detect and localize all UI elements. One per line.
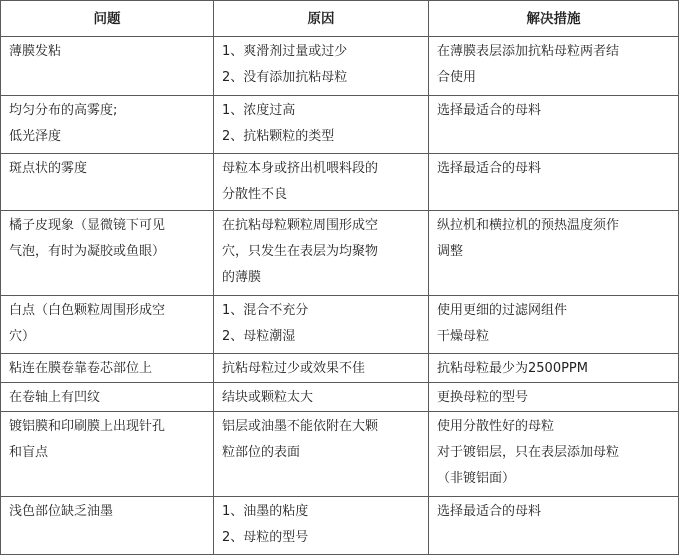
cell-solution [429,96,679,154]
cell-line: 1、油墨的粘度 [222,504,309,519]
cell-line: 纵拉机和横拉机的预热温度须作 [437,218,620,233]
cell-cause [214,354,429,383]
cell-line: 选择最适合的母料 [437,103,542,118]
cell-cause [214,154,429,211]
cell-line: 低光泽度 [9,129,62,144]
cell-solution [429,497,679,555]
cell-problem [1,412,214,497]
cell-line: 抗粘母粒最少为2500PPM [437,361,588,376]
cell-solution [429,296,679,354]
cell-line: 母粒本身或挤出机喂料段的 [222,161,379,176]
cell-problem [1,497,214,555]
cell-line: 更换母粒的型号 [437,390,529,405]
cell-line: 结块或颗粒太大 [222,390,314,405]
cell-line: 在薄膜表层添加抗粘母粒两者结 [437,44,620,59]
cell-line: 2、抗粘颗粒的类型 [222,129,335,144]
cell-line: 1、混合不充分 [222,303,309,318]
cell-solution [429,154,679,211]
table-row [1,497,679,555]
cell-line: 薄膜发粘 [9,44,62,59]
cell-cause [214,96,429,154]
cell-line: 均匀分布的高雾度; [9,103,118,118]
cell-problem [1,296,214,354]
cell-line: 气泡，有时为凝胶或鱼眼） [9,244,166,259]
cell-problem [1,37,214,96]
cell-line: 的薄膜 [222,270,262,285]
table-row [1,383,679,412]
cell-problem [1,154,214,211]
cell-line: 2、母粒的型号 [222,530,309,545]
cell-cause [214,296,429,354]
table-row [1,412,679,497]
header-row [1,1,679,37]
table-row [1,96,679,154]
cell-cause [214,383,429,412]
table-row [1,154,679,211]
cell-line: 分散性不良 [222,187,288,202]
cell-line: 铝层或油墨不能依附在大颗 [222,419,379,434]
cell-problem [1,96,214,154]
cell-line: 在卷轴上有凹纹 [9,390,101,405]
cell-line: 合使用 [437,70,477,85]
cell-line: 斑点状的雾度 [9,161,88,176]
table-row [1,354,679,383]
cell-line: 选择最适合的母料 [437,161,542,176]
header-cause: 原因 [214,1,429,37]
header-problem: 问题 [1,1,214,37]
table-row [1,37,679,96]
cell-line: 使用更细的过滤网组件 [437,303,568,318]
cell-cause [214,211,429,296]
cell-solution [429,383,679,412]
cell-line: 2、没有添加抗粘母粒 [222,70,348,85]
cell-line: 穴，只发生在表层为均聚物 [222,244,379,259]
cell-line: 白点（白色颗粒周围形成空 [9,303,166,318]
cell-line: 1、爽滑剂过量或过少 [222,44,348,59]
cell-line: 干燥母粒 [437,329,490,344]
cell-line: 1、浓度过高 [222,103,296,118]
cell-solution [429,412,679,497]
cell-line: 使用分散性好的母粒 [437,419,555,434]
cell-problem [1,211,214,296]
cell-solution [429,37,679,96]
table-row [1,211,679,296]
cell-line: 对于镀铝层，只在表层添加母粒 [437,445,620,460]
header-solution: 解决措施 [429,1,679,37]
cell-line: 穴） [9,329,36,344]
cell-cause [214,37,429,96]
table-row [1,296,679,354]
cell-line: 橘子皮现象（显微镜下可见 [9,218,166,233]
cell-line: 粒部位的表面 [222,445,301,460]
cell-line: 2、母粒潮湿 [222,329,296,344]
cell-cause [214,497,429,555]
cell-line: 浅色部位缺乏油墨 [9,504,114,519]
cell-line: 调整 [437,244,464,259]
cell-problem [1,383,214,412]
cell-cause [214,412,429,497]
cell-line: 镀铝膜和印刷膜上出现针孔 [9,419,166,434]
cell-line: 和盲点 [9,445,49,460]
cell-line: 在抗粘母粒颗粒周围形成空 [222,218,379,233]
cell-line: （非镀铝面） [437,471,516,486]
cell-solution [429,354,679,383]
cell-line: 抗粘母粒过少或效果不佳 [222,361,366,376]
cell-line: 选择最适合的母料 [437,504,542,519]
cell-problem [1,354,214,383]
cell-solution [429,211,679,296]
cell-line: 粘连在膜卷靠卷芯部位上 [9,361,153,376]
